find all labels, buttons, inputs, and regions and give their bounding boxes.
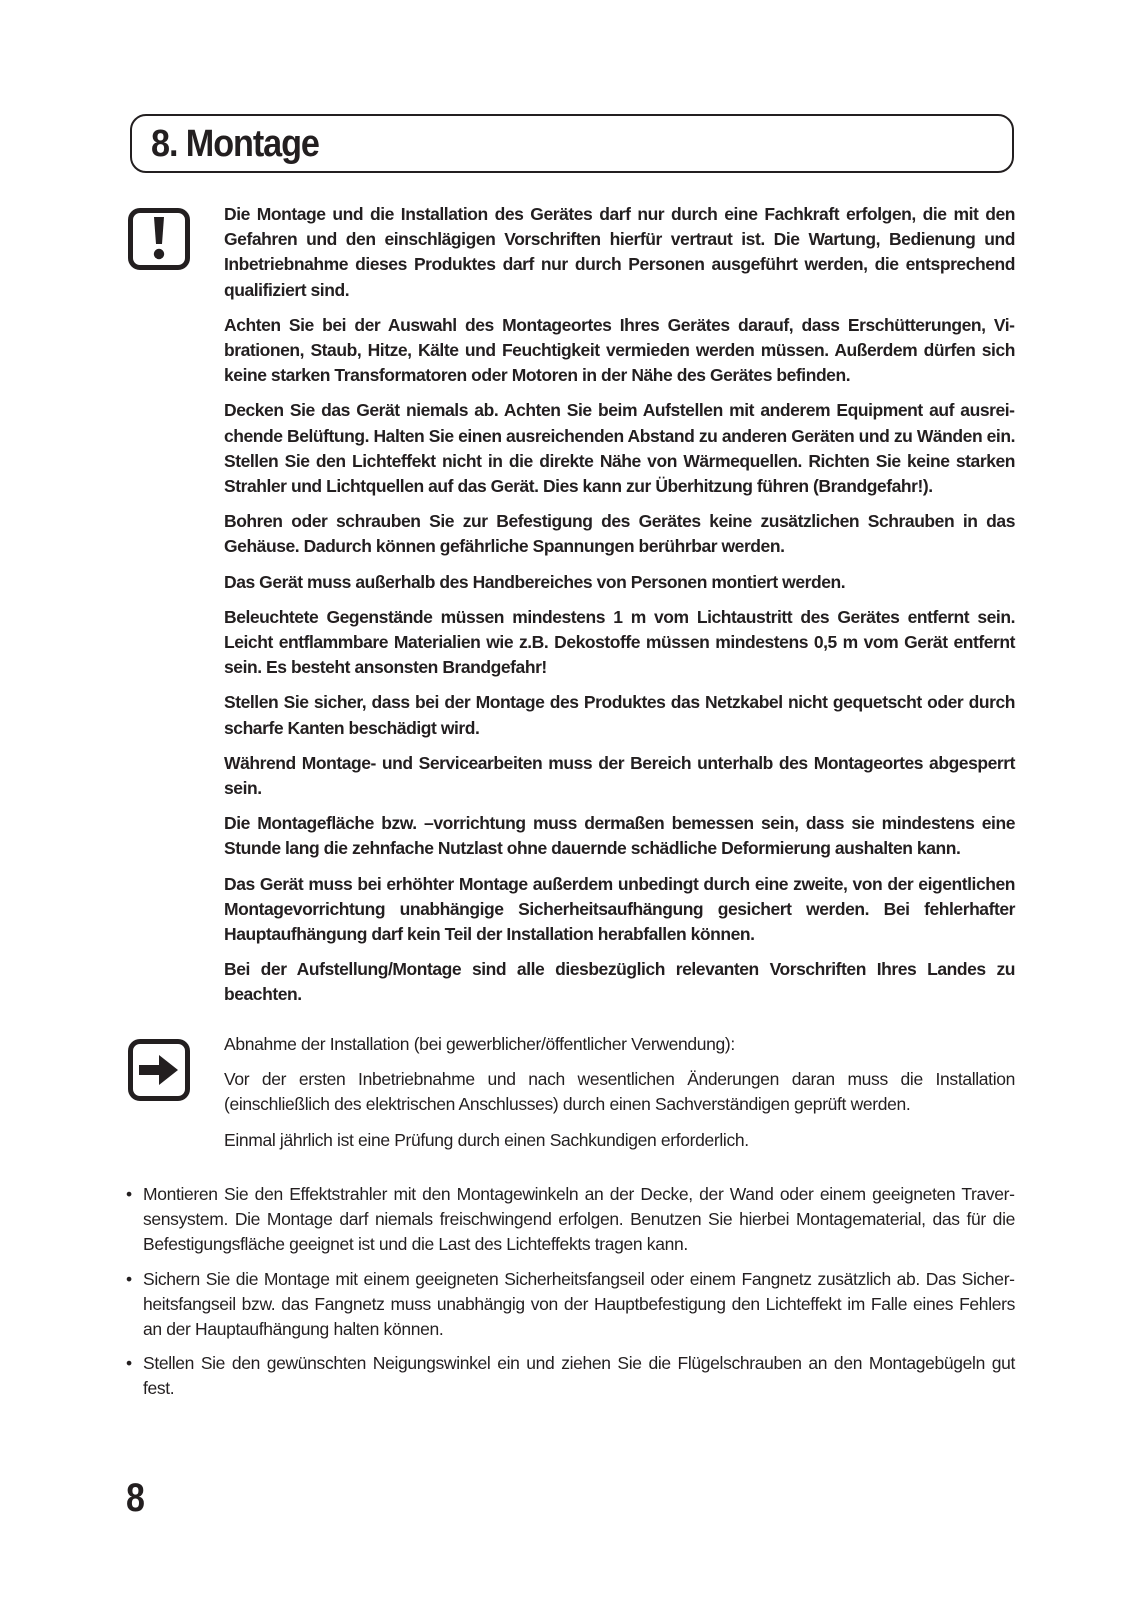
bullet-icon: • xyxy=(126,1353,132,1374)
page-number: 8 xyxy=(126,1476,145,1520)
arrow-glyph xyxy=(133,1044,185,1096)
exclamation-glyph xyxy=(133,213,185,265)
warning-paragraph: Bohren oder schrauben Sie zur Befestigung des Gerätes keine zusätzlichen Schrauben in das Gehäuse. Dadurch können gefährliche Spannungen berührbar werden. xyxy=(224,511,1015,557)
warning-paragraph: Das Gerät muss bei erhöhter Montage außerdem unbedingt durch eine zweite, von der eigentlichen Montagevorrichtung unabhängige Sicherheitsaufhängung gesichert werden. Bei fehlerhafter Hauptaufhängung darf kein Teil der Installation herabfallen können. xyxy=(224,873,1015,945)
warning-paragraph: Die Montage und die Installation des Gerätes darf nur durch eine Fachkraft erfolgen, die mit den Gefahren und den einschlägigen Vorschriften hierfür vertraut ist. Die Wartung, Bedienung und Inbetriebnahme dieses Produktes darf nur durch Personen ausgeführt werden, die entsprechend qualifiziert sind. xyxy=(224,204,1015,300)
warning-paragraph: Achten Sie bei der Auswahl des Montageortes Ihres Gerätes darauf, dass Erschütterungen, Vibrationen, Staub, Hitze, Kälte und Feuchtigkeit vermieden werden müssen. Außerdem dürfen sich keine starken Transformatoren oder Motoren in der Nähe des Gerätes befinden. xyxy=(224,314,1015,386)
warning-paragraph: Das Gerät muss außerhalb des Handbereiches von Personen montiert werden. xyxy=(224,571,846,592)
bullet-list xyxy=(124,1182,1015,1411)
section-title: 8. Montage xyxy=(151,123,319,165)
list-item xyxy=(124,1267,1015,1343)
warning-paragraph: Bei der Aufstellung/Montage sind alle diesbezüglich relevanten Vorschriften Ihres Landes zu beachten. xyxy=(224,959,1015,1005)
section-header xyxy=(130,114,1014,173)
warning-paragraph: Decken Sie das Gerät niemals ab. Achten Sie beim Aufstellen mit anderem Equipment auf ausreichende Belüftung. Halten Sie einen ausreichenden Abstand zu anderen Geräten und zu Wänden ein. Stellen Sie den Lichteffekt nicht in die direkte Nähe von Wärmequellen. Richten Sie keine starken Strahler und Lichtquellen auf das Gerät. Dies kann zur Überhitzung führen (Brandgefahr!). xyxy=(224,400,1015,497)
list-item-text: Montieren Sie den Effektstrahler mit den Montagewinkeln an der Decke, der Wand oder einem geeigneten Traversensystem. Die Montage darf niemals freischwingend erfolgen. Benutzen Sie hierbei Montagematerial, das für die Befestigungsfläche geeignet ist und die Last des Lichteffekts tragen kann. xyxy=(143,1184,1015,1255)
note-text-block xyxy=(224,1032,1015,1163)
arrow-right-icon xyxy=(128,1039,190,1101)
bullet-icon: • xyxy=(126,1184,132,1204)
warning-paragraph: Beleuchtete Gegenstände müssen mindestens 1 m vom Lichtaustritt des Gerätes entfernt sein. Leicht entflammbare Materialien wie z.B. Dekostoffe müssen mindestens 0,5 m vom Gerät entfernt sein. Es besteht ansonsten Brandgefahr! xyxy=(224,606,1015,678)
note-paragraph: Vor der ersten Inbetriebnahme und nach wesentlichen Änderungen daran muss die Installation (einschließlich des elektrischen Anschlusses) durch einen Sachverständigen geprüft werden. xyxy=(224,1069,1015,1115)
list-item xyxy=(124,1351,1015,1401)
bullet-icon: • xyxy=(126,1268,132,1289)
exclamation-icon xyxy=(128,208,190,270)
warning-text-block xyxy=(224,202,1015,1018)
note-paragraph: Einmal jährlich ist eine Prüfung durch einen Sachkundigen erforderlich. xyxy=(224,1129,749,1150)
note-paragraph: Abnahme der Installation (bei gewerblicher/öffentlicher Verwendung): xyxy=(224,1034,735,1054)
list-item-text: Sichern Sie die Montage mit einem geeigneten Sicherheitsfangseil oder einem Fangnetz zusätzlich ab. Das Sicherheitsfangseil bzw. das Fangnetz muss unabhängig von der Hauptbefestigung den Lichteffekt im Falle eines Fehlers an der Hauptaufhängung halten können. xyxy=(143,1268,1015,1340)
list-item-text: Stellen Sie den gewünschten Neigungswinkel ein und ziehen Sie die Flügelschrauben an den Montagebügeln gut fest. xyxy=(143,1353,1015,1399)
warning-paragraph: Die Montagefläche bzw. –vorrichtung muss dermaßen bemessen sein, dass sie mindestens eine Stunde lang die zehnfache Nutzlast ohne dauernde schädliche Deformierung aushalten kann. xyxy=(224,813,1015,859)
warning-paragraph: Stellen Sie sicher, dass bei der Montage des Produktes das Netzkabel nicht gequetscht oder durch scharfe Kanten beschädigt wird. xyxy=(224,692,1015,738)
warning-paragraph: Während Montage- und Servicearbeiten muss der Bereich unterhalb des Montageortes abgesperrt sein. xyxy=(224,752,1015,799)
list-item xyxy=(124,1182,1015,1258)
